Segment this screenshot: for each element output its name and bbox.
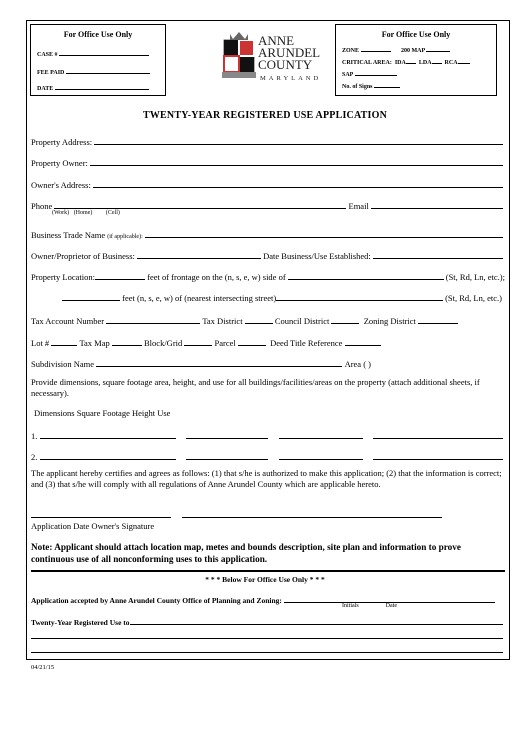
svg-text:COUNTY: COUNTY — [258, 57, 313, 72]
page-title: TWENTY-YEAR REGISTERED USE APPLICATION — [142, 110, 388, 121]
registered-use-field[interactable]: Twenty-Year Registered Use to — [31, 616, 503, 627]
svg-text:MARYLAND: MARYLAND — [260, 75, 322, 82]
critical-area-field[interactable]: CRITICAL AREA: IDA LDA RCA — [342, 57, 470, 66]
owner-signature-line[interactable] — [182, 517, 442, 518]
application-date-line[interactable] — [31, 517, 171, 518]
office-date-field[interactable]: DATE — [37, 83, 149, 92]
dimensions-row-1[interactable]: 1. — [31, 430, 503, 441]
signature-caption: Application Date Owner's Signature — [31, 521, 155, 531]
property-location-row[interactable]: Property Location: feet of frontage on the (n, s, e, w) side of (St, Rd, Ln, etc.); — [31, 272, 505, 282]
dimensions-header: Dimensions Square Footage Height Use — [34, 408, 171, 418]
owner-address-field[interactable]: Owner's Address: — [31, 179, 503, 190]
anne-arundel-county-logo — [218, 30, 328, 85]
county-seal-icon — [218, 30, 328, 85]
phone-type-labels: (Work) (Home) (Cell) — [52, 210, 120, 216]
subdivision-row[interactable]: Subdivision Name Area ( ) — [31, 359, 371, 369]
property-address-field[interactable]: Property Address: — [31, 136, 503, 147]
certification-text: The applicant hereby certifies and agrees as follows: (1) that s/he is authorized to make this application; (2) that the information is correct; and (3) that s/he will comply with all regulations of Anne Arundel County which are applicable hereto. — [31, 468, 502, 489]
office-use-box-right — [335, 24, 497, 96]
zone-field[interactable]: ZONE 200 MAP — [342, 45, 450, 54]
tax-account-row[interactable]: Tax Account Number Tax District Council District Zoning District — [31, 315, 491, 326]
office-section-divider — [31, 570, 505, 572]
registered-use-line-3[interactable] — [31, 652, 503, 653]
dimensions-row-2[interactable]: 2. — [31, 451, 503, 462]
office-box-title-right: For Office Use Only — [381, 30, 451, 39]
fee-paid-field[interactable]: FEE PAID — [37, 67, 150, 76]
applicant-note: Note: Applicant should attach location map, metes and bounds description, site plan and information to prove continuous use of all nonconforming uses to this application. — [31, 542, 461, 564]
office-footer-heading: * * * Below For Office Use Only * * * — [205, 575, 325, 584]
registered-use-line-2[interactable] — [31, 638, 503, 639]
svg-text:ARUNDEL: ARUNDEL — [258, 45, 321, 60]
office-box-title: For Office Use Only — [63, 30, 133, 39]
case-number-field[interactable]: CASE # — [37, 49, 149, 58]
initials-date-labels: Initials Date — [342, 603, 397, 609]
owner-proprietor-row[interactable]: Owner/Proprietor of Business: Date Business/Use Established: — [31, 250, 503, 261]
business-trade-name-field[interactable]: Business Trade Name (if applicable): — [31, 229, 503, 240]
signs-field[interactable]: No. of Signs — [342, 81, 400, 90]
sap-field[interactable]: SAP — [342, 69, 397, 78]
phone-email-row[interactable]: Phone Email — [31, 200, 503, 211]
lot-row[interactable]: Lot # Tax Map Block/Grid Parcel Deed Title Reference — [31, 337, 491, 348]
office-use-box-left — [30, 24, 166, 96]
dimensions-instructions: Provide dimensions, square footage area, height, and use for all buildings/facilities/areas on the property (attach additional sheets, if necessary). — [31, 377, 480, 398]
nearest-street-row[interactable]: feet (n, s, e, w) of (nearest intersecting street) (St, Rd, Ln, etc.) — [62, 292, 502, 303]
application-accepted-field[interactable]: Application accepted by Anne Arundel County Office of Planning and Zoning: — [31, 594, 495, 605]
revision-date: 04/21/15 — [31, 664, 55, 671]
property-owner-field[interactable]: Property Owner: — [31, 157, 503, 168]
svg-text:ANNE: ANNE — [258, 33, 295, 48]
